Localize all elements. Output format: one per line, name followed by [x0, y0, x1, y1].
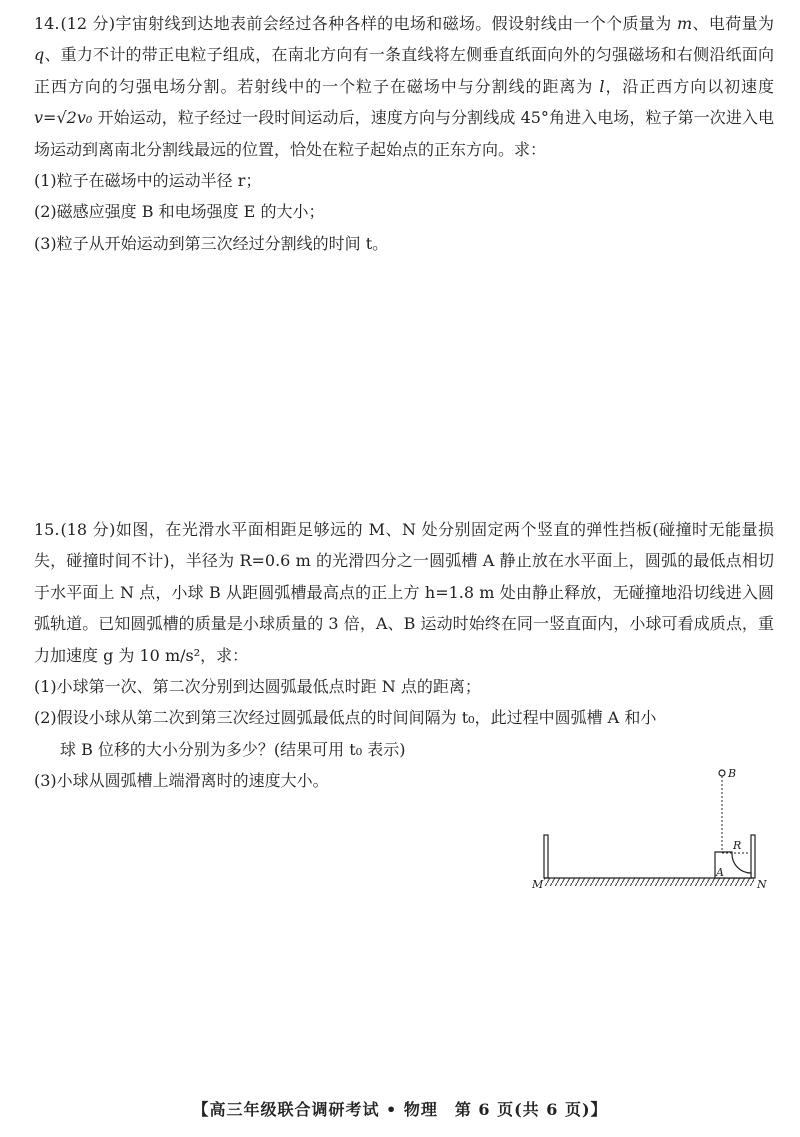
- label-b: B: [728, 767, 737, 780]
- problem-15-number: 15.: [34, 520, 60, 539]
- problem-15-diagram: [527, 766, 773, 892]
- ground-hatch: [544, 878, 754, 886]
- problem-14-stem: 14.(12 分)宇宙射线到达地表前会经过各种各样的电场和磁场。假设射线由一个个质量为 m、电荷量为 q、重力不计的带正电粒子组成，在南北方向有一条直线将左侧垂直纸面向外的匀强磁场和右侧沿纸面向正西方向的匀强电场分割。若射线中的一个粒子在磁场中与分割线的距离为 l，沿正西方向以初速度 v=√2v₀ 开始运动，粒子经过一段时间运动后，速度方向与分割线成 45°角进入电场，粒子第一次进入电场运动到离南北分割线最远的位置，恰处在粒子起始点的正东方向。求：: [34, 14, 774, 159]
- page-footer: 【高三年级联合调研考试 • 物理 第 6 页(共 6 页)】: [192, 1100, 608, 1119]
- problem-15-question-3: (3)小球从圆弧槽上端滑离时的速度大小。: [34, 771, 329, 791]
- problem-15-question-1: (1)小球第一次、第二次分别到达圆弧最低点时距 N 点的距离；: [34, 677, 481, 697]
- problem-14-question-2: (2)磁感应强度 B 和电场强度 E 的大小；: [34, 202, 325, 222]
- problem-14-question-1: (1)粒子在磁场中的运动半径 r；: [34, 171, 262, 191]
- problem-15-stem: 15.(18 分)如图，在光滑水平面相距足够远的 M、N 处分别固定两个竖直的弹性挡板(碰撞时无能量损失，碰撞时间不计)，半径为 R=0.6 m 的光滑四分之一圆弧槽 A 静止放在水平面上，圆弧的最低点相切于水平面上 N 点，小球 B 从距圆弧槽最高点的正上方 h=1.8 m 处由静止释放，无碰撞地沿切线进入圆弧轨道。已知圆弧槽的质量是小球质量的 3 倍，A、B 运动时始终在同一竖直面内，小球可看成质点，重力加速度 g 为 10 m/s²，求：: [34, 520, 774, 665]
- problem-15-score: (18 分): [60, 520, 116, 539]
- problem-14-number: 14.: [34, 14, 60, 33]
- problem-15: [34, 514, 774, 797]
- ball-b: [719, 770, 725, 776]
- problem-14-score: (12 分): [60, 14, 116, 33]
- label-n: N: [757, 878, 767, 891]
- wall-m: [544, 835, 548, 878]
- problem-15-question-2: (2)假设小球从第二次到第三次经过圆弧最低点的时间间隔为 t₀，此过程中圆弧槽 A 和小 球 B 位移的大小分别为多少？(结果可用 t₀ 表示): [34, 708, 657, 759]
- problem-14-question-3: (3)粒子从开始运动到第三次经过分割线的时间 t。: [34, 233, 389, 253]
- label-r: R: [733, 839, 742, 852]
- label-m: M: [532, 878, 544, 891]
- label-a: A: [716, 866, 724, 879]
- wall-n: [751, 835, 755, 878]
- problem-14: [34, 8, 774, 259]
